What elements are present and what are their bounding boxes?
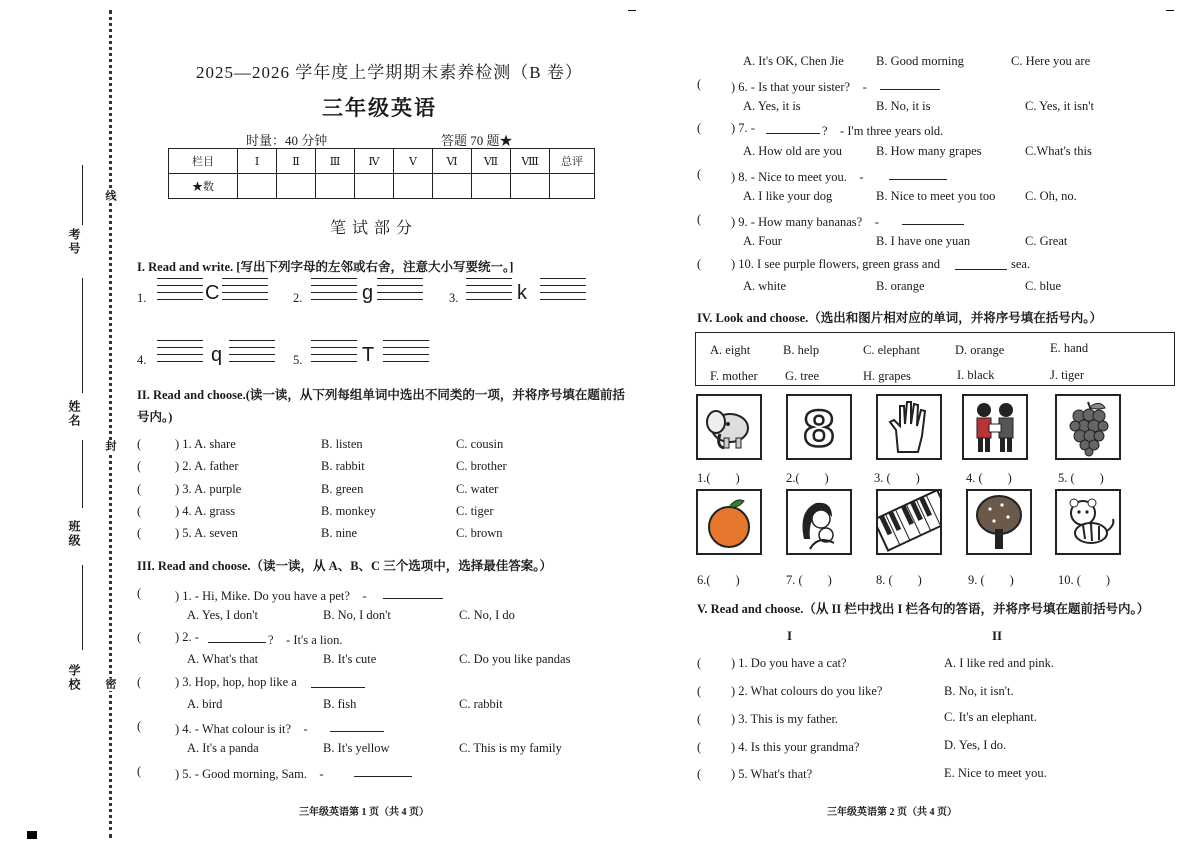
answer-blank[interactable] [311, 687, 365, 688]
picture-answer-label[interactable]: 3. ( ) [874, 471, 920, 485]
option-b: B. nine [321, 526, 358, 540]
answer-blank[interactable] [889, 179, 947, 180]
given-letter: q [211, 344, 223, 366]
question-text: ) 2. What colours do you like? [731, 684, 883, 698]
orange-picture [696, 489, 762, 555]
subject-title: 三年级英语 [322, 96, 437, 120]
section-3-heading: III. Read and choose.（读一读，从 A、B、C 三个选项中，选择最佳答案。） [137, 559, 552, 573]
option-a: A. bird [187, 697, 223, 711]
question-text: ) 1. A. share [175, 437, 236, 451]
svg-text:8: 8 [802, 402, 836, 458]
answer-paren[interactable]: ( [137, 764, 142, 778]
word-option: I. black [957, 368, 995, 382]
option-b: B. It's yellow [323, 741, 390, 755]
answer-blank[interactable] [955, 269, 1007, 270]
score-row-label: ★数 [169, 174, 238, 199]
score-header-cell: Ⅳ [355, 149, 394, 174]
letter-writing-lines[interactable] [540, 278, 586, 306]
response-option: E. Nice to meet you. [944, 766, 1047, 780]
name-line [82, 278, 83, 393]
option-c: C. cousin [456, 437, 504, 451]
score-cell[interactable] [238, 174, 277, 199]
question-text: ) 5. - Good morning, Sam. - [175, 767, 324, 781]
question-text-end: ? - It's a lion. [268, 633, 343, 647]
letter-writing-lines[interactable] [229, 340, 275, 368]
answer-paren[interactable]: ( [697, 684, 702, 698]
answer-paren[interactable]: ( [137, 459, 142, 473]
binding-dotted-line [109, 10, 112, 838]
page-1-footer: 三年级英语第 1 页（共 4 页） [299, 807, 429, 818]
given-letter: g [362, 282, 374, 304]
answer-paren[interactable]: ( [137, 675, 142, 689]
word-option: A. eight [710, 343, 751, 357]
answer-paren[interactable]: ( [697, 167, 702, 181]
response-option: D. Yes, I do. [944, 738, 1007, 752]
answer-blank[interactable] [383, 598, 443, 599]
option-c: C. tiger [456, 504, 494, 518]
question-text: ) 4. Is this your grandma? [731, 740, 860, 754]
score-header-cell: Ⅴ [394, 149, 433, 174]
score-header-cell: Ⅲ [316, 149, 355, 174]
score-header-cell: 栏目 [169, 149, 238, 174]
word-option: F. mother [710, 369, 758, 383]
question-text: ) 1. Do you have a cat? [731, 656, 847, 670]
answer-blank[interactable] [902, 224, 964, 225]
question-text: ) 2. A. father [175, 459, 239, 473]
option-c: C. Oh, no. [1025, 189, 1077, 203]
option-c: C. Here you are [1011, 54, 1091, 68]
section-1-heading: I. Read and write. [写出下列字母的左邻或右舍，注意大小写要统一。] [137, 260, 514, 274]
score-cell[interactable] [316, 174, 355, 199]
question-text: ) 3. Hop, hop, hop like a [175, 675, 297, 689]
school-line [82, 440, 83, 508]
option-b: B. monkey [321, 504, 376, 518]
letter-writing-lines[interactable] [466, 278, 512, 306]
given-letter: T [362, 344, 375, 366]
word-option: E. hand [1050, 341, 1089, 355]
answer-paren[interactable]: ( [697, 712, 702, 726]
option-c: C. Great [1025, 234, 1068, 248]
word-option: J. tiger [1050, 368, 1085, 382]
option-c: C. Do you like pandas [459, 652, 571, 666]
picture-answer-label[interactable]: 1.( ) [697, 471, 740, 485]
word-option: C. elephant [863, 343, 920, 357]
answer-paren[interactable]: ( [697, 767, 702, 781]
letter-writing-lines[interactable] [157, 278, 203, 306]
question-text: ) 1. - Hi, Mike. Do you have a pet? - [175, 589, 367, 603]
question-text: ) 6. - Is that your sister? - [731, 80, 867, 94]
question-text: ) 2. - [175, 630, 199, 644]
option-b: B. Good morning [876, 54, 964, 68]
letter-writing-lines[interactable] [377, 278, 423, 306]
answer-paren[interactable]: ( [137, 526, 142, 540]
score-cell[interactable] [511, 174, 550, 199]
answer-paren[interactable]: ( [137, 586, 142, 600]
letter-writing-lines[interactable] [222, 278, 268, 306]
corner-mark [1166, 10, 1174, 11]
given-letter: C [205, 282, 220, 304]
option-a: A. white [743, 279, 787, 293]
option-a: A. What's that [187, 652, 259, 666]
letter-item-number: 3. [449, 291, 459, 305]
answer-paren[interactable]: ( [697, 740, 702, 754]
response-option: C. It's an elephant. [944, 710, 1037, 724]
exam-title: 2025—2026 学年度上学期期末素养检测（B 卷） [196, 63, 583, 82]
time-limit: 时量：40 分钟 [246, 133, 328, 148]
option-b: B. Nice to meet you too [876, 189, 996, 203]
page-2-footer: 三年级英语第 2 页（共 4 页） [827, 807, 957, 818]
option-b: B. I have one yuan [876, 234, 971, 248]
question-text: ) 5. A. seven [175, 526, 238, 540]
option-c: C. water [456, 482, 499, 496]
hand-picture [876, 394, 942, 460]
class-line [82, 565, 83, 650]
score-header-cell: Ⅰ [238, 149, 277, 174]
answer-paren[interactable]: ( [137, 630, 142, 644]
score-table-value-row [169, 174, 595, 199]
name-label: 姓名 [67, 400, 81, 428]
answer-paren[interactable]: ( [697, 77, 702, 91]
answer-paren[interactable]: ( [137, 504, 142, 518]
section-4-heading: IV. Look and choose.（选出和图片相对应的单词，并将序号填在括号内。） [697, 311, 1103, 325]
response-option: B. No, it isn't. [944, 684, 1014, 698]
letter-item-number: 4. [137, 353, 147, 367]
score-header-cell: Ⅱ [277, 149, 316, 174]
mother-picture [786, 489, 852, 555]
question-text: ) 10. I see purple flowers, green grass and [731, 257, 940, 271]
question-count: 答题 70 题★ [441, 133, 513, 148]
score-header-cell: Ⅶ [472, 149, 511, 174]
question-text: ) 3. A. purple [175, 482, 242, 496]
question-text-end: sea. [1011, 257, 1031, 271]
picture-answer-label[interactable]: 4. ( ) [966, 471, 1012, 485]
answer-blank[interactable] [880, 89, 940, 90]
score-header-cell: 总评 [550, 149, 595, 174]
column-1-label: I [787, 628, 793, 643]
option-b: B. No, I don't [323, 608, 391, 622]
corner-mark [628, 10, 636, 11]
picture-answer-label[interactable]: 7. ( ) [786, 573, 832, 587]
option-b: B. green [321, 482, 364, 496]
score-cell[interactable] [472, 174, 511, 199]
question-text: ) 4. - What colour is it? - [175, 722, 308, 736]
question-text: ) 5. What's that? [731, 767, 813, 781]
answer-blank[interactable] [766, 133, 820, 134]
score-header-cell: Ⅵ [433, 149, 472, 174]
score-cell[interactable] [277, 174, 316, 199]
score-table-header-row [169, 149, 595, 174]
column-2-label: II [992, 628, 1003, 643]
option-b: B. listen [321, 437, 363, 451]
answer-paren[interactable]: ( [697, 121, 702, 135]
tree-picture [966, 489, 1032, 555]
answer-blank[interactable] [354, 776, 412, 777]
answer-paren[interactable]: ( [137, 719, 142, 733]
option-c: C. blue [1025, 279, 1062, 293]
letter-writing-lines[interactable] [383, 340, 429, 368]
school-label: 学校 [67, 664, 81, 692]
option-a: A. It's OK, Chen Jie [743, 54, 844, 68]
answer-paren[interactable]: ( [697, 212, 702, 226]
tiger-picture [1055, 489, 1121, 555]
class-label: 班级 [67, 520, 81, 548]
option-c: C. No, I do [459, 608, 515, 622]
section-2-heading: II. Read and choose.(读一读，从下列每组单词中选出不同类的一项，并将序号填在题前括号内。) [137, 388, 625, 424]
option-c: C. rabbit [459, 697, 503, 711]
piano-keys-picture [876, 489, 942, 555]
score-cell[interactable] [394, 174, 433, 199]
letter-item-number: 5. [293, 353, 303, 367]
letter-writing-lines[interactable] [157, 340, 203, 368]
letter-item-number: 1. [137, 291, 147, 305]
option-b: B. fish [323, 697, 357, 711]
option-b: B. rabbit [321, 459, 365, 473]
word-option: H. grapes [863, 369, 911, 383]
option-c: C.What's this [1025, 144, 1092, 158]
question-text: ) 7. - [731, 121, 755, 135]
option-a: A. Yes, it is [743, 99, 801, 113]
option-b: B. How many grapes [876, 144, 982, 158]
answer-paren[interactable]: ( [697, 656, 702, 670]
score-header-cell: Ⅷ [511, 149, 550, 174]
grapes-picture [1055, 394, 1121, 460]
word-option: G. tree [785, 369, 820, 383]
option-a: A. I like your dog [743, 189, 833, 203]
answer-paren[interactable]: ( [137, 482, 142, 496]
answer-paren[interactable]: ( [697, 257, 702, 271]
option-c: C. Yes, it isn't [1025, 99, 1094, 113]
score-cell[interactable] [355, 174, 394, 199]
exam-number-line [82, 165, 83, 225]
number-eight-picture [786, 394, 852, 460]
question-text: ) 3. This is my father. [731, 712, 839, 726]
option-a: A. Yes, I don't [187, 608, 259, 622]
picture-answer-label[interactable]: 10. ( ) [1058, 573, 1111, 587]
picture-answer-label[interactable]: 2.( ) [786, 471, 829, 485]
option-b: B. No, it is [876, 99, 931, 113]
secret-mark: 密 [104, 678, 116, 691]
question-text: ) 4. A. grass [175, 504, 236, 518]
helping-people-picture [962, 394, 1028, 460]
response-option: A. I like red and pink. [944, 656, 1055, 670]
seal-mark: 封 [104, 440, 116, 453]
word-option: B. help [783, 343, 820, 357]
option-a: A. It's a panda [187, 741, 259, 755]
answer-blank[interactable] [330, 731, 384, 732]
picture-answer-label[interactable]: 6.( ) [697, 573, 740, 587]
elephant-picture [696, 394, 762, 460]
option-c: C. brother [456, 459, 507, 473]
letter-item-number: 2. [293, 291, 303, 305]
picture-answer-label[interactable]: 8. ( ) [876, 573, 922, 587]
picture-answer-label[interactable]: 5. ( ) [1058, 471, 1104, 485]
score-cell[interactable] [550, 174, 595, 199]
seal-line-mark: 线 [104, 190, 116, 203]
letter-writing-lines[interactable] [311, 278, 357, 306]
score-cell[interactable] [433, 174, 472, 199]
written-part-title: 笔 试 部 分 [330, 220, 414, 237]
option-a: A. Four [743, 234, 782, 248]
answer-paren[interactable]: ( [137, 437, 142, 451]
option-c: C. This is my family [459, 741, 562, 755]
corner-mark [27, 831, 37, 839]
question-text: ) 8. - Nice to meet you. - [731, 170, 864, 184]
option-a: A. How old are you [743, 144, 842, 158]
question-text: ) 9. - How many bananas? - [731, 215, 879, 229]
letter-writing-lines[interactable] [311, 340, 357, 368]
option-c: C. brown [456, 526, 503, 540]
picture-answer-label[interactable]: 9. ( ) [968, 573, 1014, 587]
word-bank-box [695, 332, 1175, 386]
exam-number-label: 考号 [67, 228, 81, 256]
option-b: B. It's cute [323, 652, 377, 666]
word-option: D. orange [955, 343, 1005, 357]
given-letter: k [517, 282, 527, 304]
section-5-heading: V. Read and choose.（从 II 栏中找出 I 栏各句的答语，并将序号填在题前括号内。） [697, 602, 1150, 616]
option-b: B. orange [876, 279, 925, 293]
answer-blank[interactable] [208, 642, 266, 643]
score-table [168, 148, 595, 199]
question-text-end: ? - I'm three years old. [822, 124, 944, 138]
